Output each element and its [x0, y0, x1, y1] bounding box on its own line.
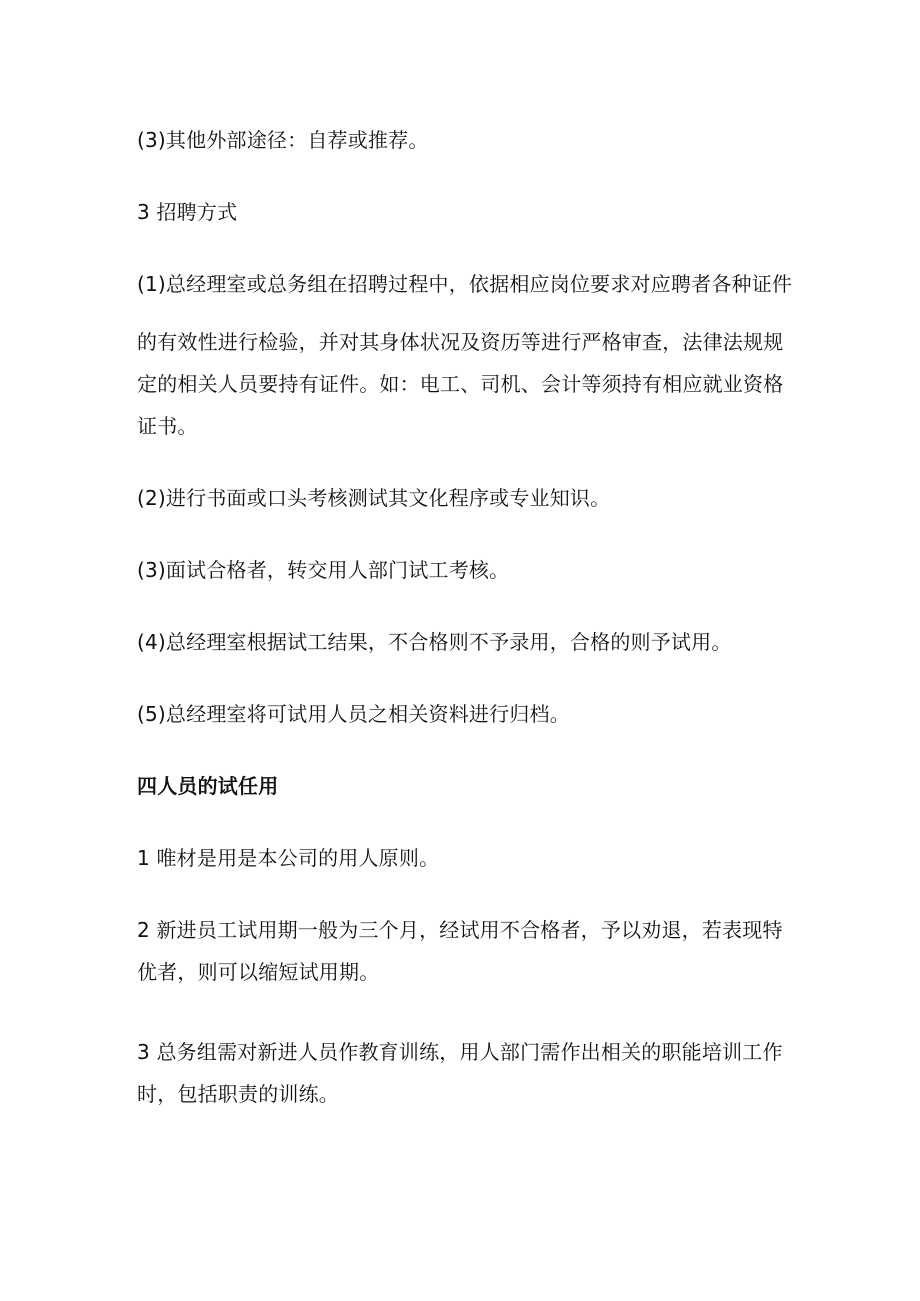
list-item-probation-period-line-1: 2 新进员工试用期一般为三个月，经试用不合格者，予以劝退，若表现特	[137, 918, 783, 942]
list-item-merit-principle: 1 唯材是用是本公司的用人原则。	[137, 846, 440, 870]
list-item-archiving: (5)总经理室将可试用人员之相关资料进行归档。	[137, 702, 570, 726]
list-item-trial-result: (4)总经理室根据试工结果，不合格则不予录用，合格的则予试用。	[137, 630, 732, 654]
section-heading-probation: 四人员的试任用	[137, 774, 279, 798]
paragraph-line-3: 定的相关人员要持有证件。如：电工、司机、会计等须持有相应就业资格	[137, 372, 784, 396]
list-item-written-oral-test: (2)进行书面或口头考核测试其文化程序或专业知识。	[137, 486, 611, 510]
list-item-training-line-1: 3 总务组需对新进人员作教育训练，用人部门需作出相关的职能培训工作	[137, 1040, 783, 1064]
paragraph-line-2: 的有效性进行检验，并对其身体状况及资历等进行严格审查，法律法规规	[137, 330, 784, 354]
list-item-probation-period-line-2: 优者，则可以缩短试用期。	[137, 960, 380, 984]
section-heading-recruitment-method: 3 招聘方式	[137, 200, 238, 224]
paragraph-line-1: (1)总经理室或总务组在招聘过程中，依据相应岗位要求对应聘者各种证件	[137, 272, 793, 296]
list-item-interview-pass: (3)面试合格者，转交用人部门试工考核。	[137, 558, 510, 582]
list-item-training-line-2: 时，包括职责的训练。	[137, 1082, 339, 1106]
paragraph-line-4: 证书。	[137, 414, 198, 438]
text-line-other-channels: (3)其他外部途径：自荐或推荐。	[137, 128, 429, 152]
